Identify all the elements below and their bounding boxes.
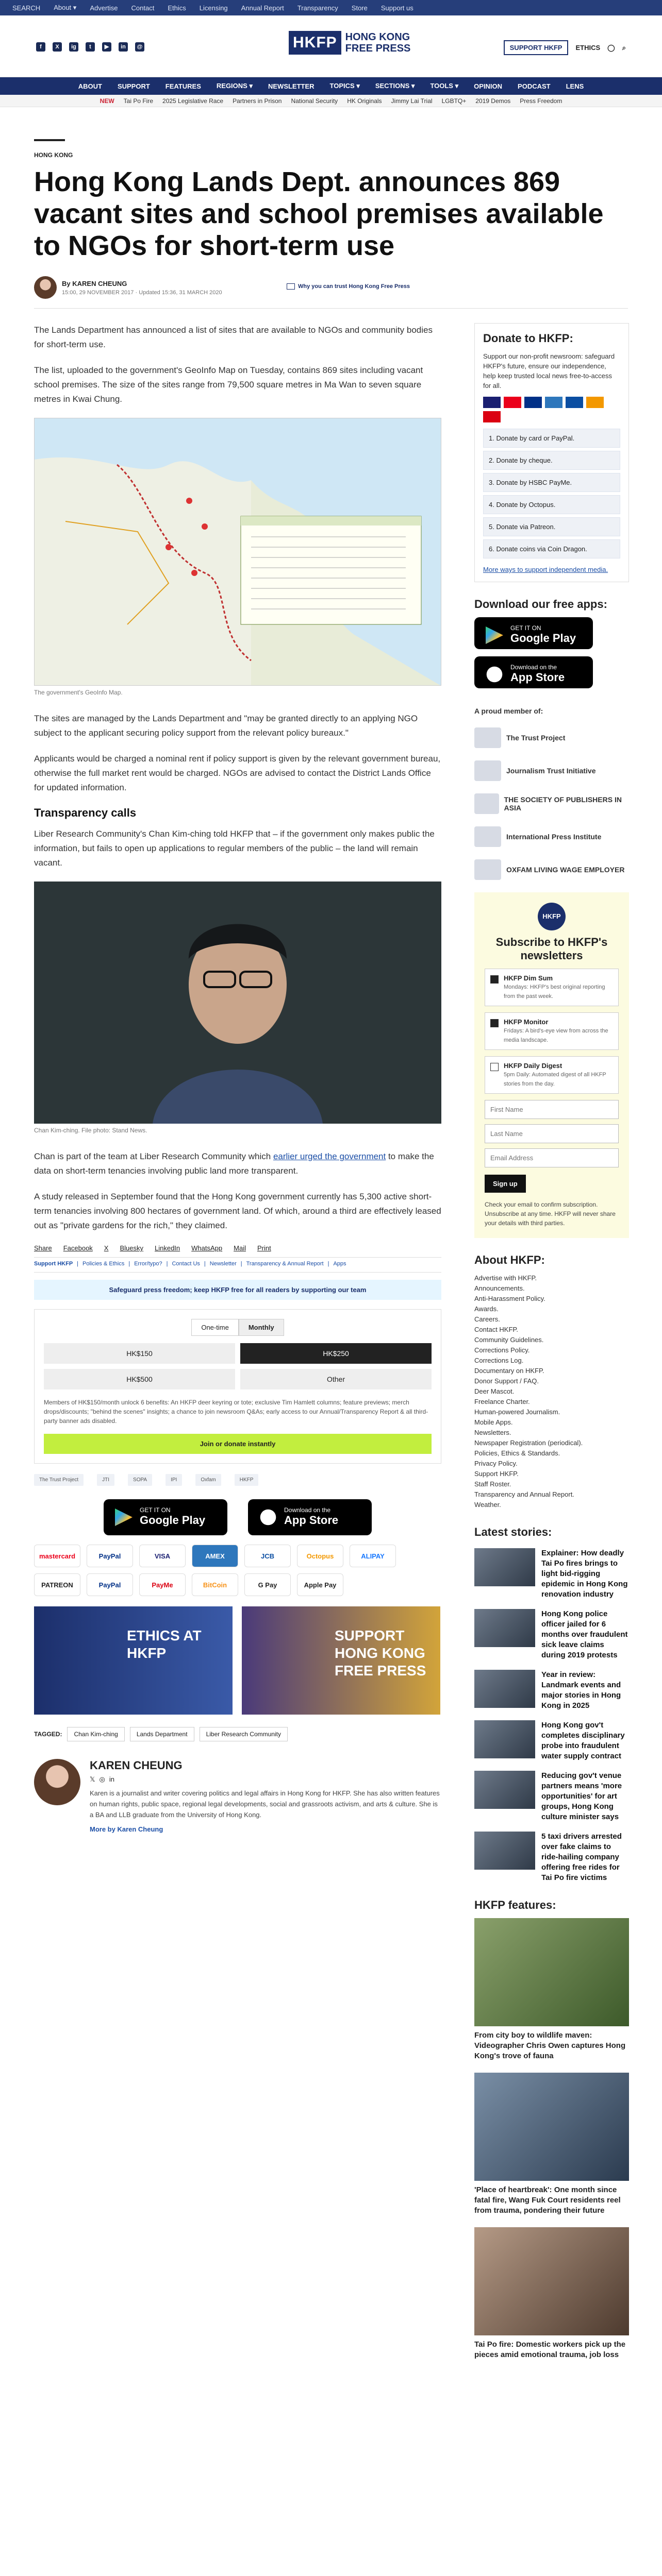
features-section: [474, 1899, 629, 2360]
trending-link[interactable]: Tai Po Fire: [123, 97, 154, 105]
about-link[interactable]: Donor Support / FAQ.: [474, 1377, 539, 1385]
trust-logos: [34, 1474, 441, 1486]
option-title: HKFP Daily Digest: [504, 1062, 562, 1070]
about-link[interactable]: Documentary on HKFP.: [474, 1367, 544, 1375]
threads-icon[interactable]: @: [135, 42, 144, 52]
store-small: GET IT ON: [140, 1506, 171, 1514]
jti-logo[interactable]: JTI: [97, 1474, 114, 1486]
tag[interactable]: Liber Research Community: [200, 1727, 288, 1741]
mastercard-icon: [504, 397, 521, 408]
logo-line-1: HONG KONG: [345, 31, 410, 43]
facebook-icon[interactable]: f: [36, 42, 45, 52]
member-title: A proud member of:: [474, 707, 543, 715]
apps-title: Download our free apps:: [474, 598, 607, 611]
nav-regions[interactable]: REGIONS ▾: [216, 82, 253, 90]
newsletter-title: Subscribe to HKFP's newsletters: [495, 936, 608, 962]
story-item[interactable]: [474, 1609, 629, 1660]
trending-link[interactable]: 2019 Demos: [475, 97, 511, 105]
newsletter-option[interactable]: [485, 1012, 619, 1050]
ethics-link[interactable]: ETHICS: [575, 44, 601, 52]
member-label: International Press Institute: [506, 833, 602, 841]
story-thumbnail: [474, 1771, 535, 1809]
trending-link[interactable]: National Security: [291, 97, 338, 105]
oxfam-logo[interactable]: Oxfam: [195, 1474, 221, 1486]
footer-link[interactable]: Support HKFP: [34, 1261, 73, 1267]
story-headline: Hong Kong police officer jailed for 6 months over fraudulent sick leave claims during 2019 protests: [541, 1609, 628, 1659]
trust-link[interactable]: [287, 283, 410, 290]
octopus-icon: [586, 397, 604, 408]
about-link[interactable]: Policies, Ethics & Standards.: [474, 1449, 560, 1457]
google-pay-icon: G Pay: [244, 1573, 291, 1596]
topbar-about[interactable]: About ▾: [54, 4, 77, 11]
x-icon[interactable]: X: [53, 42, 62, 52]
donate-box: [474, 323, 629, 582]
trending-link[interactable]: HK Originals: [347, 97, 382, 105]
author-photo[interactable]: [34, 1759, 80, 1805]
share-facebook[interactable]: Facebook: [63, 1244, 93, 1252]
member-logo[interactable]: [474, 760, 629, 781]
paragraph: The list, uploaded to the government's GeoInfo Map on Tuesday, contains 869 sites including vacant school premises. The size of the sites range from 79,500 square metres in Ma Wan to seven square metres in Kwai Chung.: [34, 365, 423, 404]
donation-methods: [483, 429, 620, 558]
checkbox[interactable]: [490, 1063, 499, 1071]
about-link[interactable]: Support HKFP.: [474, 1470, 519, 1478]
member-logo[interactable]: [474, 793, 629, 814]
trending-bar: [0, 95, 662, 107]
story-thumbnail: [474, 1832, 535, 1870]
donate-title: Donate to HKFP:: [483, 332, 573, 345]
join-donate-button[interactable]: Join or donate instantly: [44, 1434, 432, 1454]
nav-opinion[interactable]: OPINION: [474, 82, 503, 90]
about-link[interactable]: Corrections Log.: [474, 1357, 524, 1364]
member-logo[interactable]: [474, 727, 629, 748]
nav-podcast[interactable]: PODCAST: [518, 82, 551, 90]
linkedin-icon[interactable]: in: [109, 1775, 114, 1783]
instagram-icon[interactable]: ◎: [99, 1775, 105, 1783]
donation-method[interactable]: 3. Donate by HSBC PayMe.: [483, 473, 620, 492]
ipi-icon: [474, 826, 501, 847]
email-field[interactable]: [485, 1148, 619, 1167]
about-link[interactable]: Corrections Policy.: [474, 1346, 530, 1354]
jcb-icon: [566, 397, 583, 408]
portrait-graphic: [34, 882, 441, 1124]
one-time-option[interactable]: One-time: [191, 1319, 238, 1336]
feature-item[interactable]: [474, 1918, 629, 2061]
linkedin-icon[interactable]: in: [119, 42, 128, 52]
last-name-field[interactable]: [485, 1124, 619, 1143]
mastercard-icon: mastercard: [34, 1545, 80, 1567]
author-box-name[interactable]: KAREN CHEUNG: [90, 1759, 183, 1772]
feature-headline: 'Place of heartbreak': One month since fatal fire, Wang Fuk Court residents reel from trauma, pondering their future: [474, 2185, 621, 2215]
apps-section: [474, 598, 629, 688]
payme-icon: PayMe: [139, 1573, 186, 1596]
store-name: App Store: [284, 1514, 339, 1527]
geoinfo-map-image: [34, 418, 441, 686]
topbar-contact[interactable]: Contact: [131, 4, 155, 12]
footer-link[interactable]: Apps: [333, 1261, 346, 1267]
feature-image: [474, 2073, 629, 2181]
author-social: [90, 1775, 441, 1784]
site-header: [0, 15, 662, 77]
ipi-logo[interactable]: IPI: [166, 1474, 182, 1486]
footer-link[interactable]: Contact Us: [172, 1261, 200, 1267]
option-desc: 5pm Daily: Automated digest of all HKFP stories from the day.: [504, 1072, 606, 1087]
story-headline: 5 taxi drivers arrested over fake claims to ride-hailing company offering free rides for Tai Po fire victims: [541, 1832, 622, 1882]
payme-icon: [483, 411, 501, 422]
site-logo[interactable]: [289, 31, 410, 55]
tags-row: [34, 1727, 441, 1741]
about-link[interactable]: Anti-Harassment Policy.: [474, 1295, 545, 1302]
paragraph: The sites are managed by the Lands Department and "may be granted directly to an applying NGO subject to the applicant securing policy support from the relevant policy bureaux.": [34, 714, 418, 738]
about-link[interactable]: Transparency and Annual Report.: [474, 1490, 574, 1498]
member-label: OXFAM LIVING WAGE EMPLOYER: [506, 866, 625, 874]
paypal-icon: PayPal: [87, 1545, 133, 1567]
amount-option[interactable]: HK$500: [44, 1369, 235, 1389]
footer-link[interactable]: Newsletter: [209, 1261, 237, 1267]
story-thumbnail: [474, 1670, 535, 1708]
share-print[interactable]: Print: [257, 1244, 271, 1252]
byline: [34, 276, 628, 309]
feature-item[interactable]: [474, 2227, 629, 2360]
feature-headline: From city boy to wildlife maven: Videographer Chris Owen captures Hong Kong's trove of fauna: [474, 2031, 626, 2060]
more-by-author-link[interactable]: More by Karen Cheung: [90, 1825, 163, 1833]
checkbox-checked[interactable]: [490, 1019, 499, 1027]
about-link[interactable]: Mobile Apps.: [474, 1418, 513, 1426]
account-icon[interactable]: ◯: [607, 43, 615, 52]
option-desc: Fridays: A bird's-eye view from across the media landscape.: [504, 1028, 608, 1043]
donate-payment-icons: [483, 397, 620, 422]
story-headline: Explainer: How deadly Tai Po fires brings to light bid-rigging epidemic in Hong Kong renovation industry: [541, 1549, 628, 1599]
instagram-icon[interactable]: ig: [69, 42, 78, 52]
donation-method[interactable]: 4. Donate by Octopus.: [483, 495, 620, 514]
latest-stories: [474, 1526, 629, 1883]
feature-headline: Tai Po fire: Domestic workers pick up the pieces amid emotional trauma, job loss: [474, 2340, 626, 2359]
features-title: HKFP features:: [474, 1899, 556, 1911]
first-name-field[interactable]: [485, 1100, 619, 1119]
kicker-rule: [34, 139, 65, 141]
share-x[interactable]: X: [104, 1244, 109, 1252]
nav-newsletter[interactable]: NEWSLETTER: [268, 82, 315, 90]
article-footer-links: Support HKFP | Policies & Ethics | Error/typo? | Contact Us | Newsletter | Transparency & Annual Report | Apps: [34, 1261, 441, 1273]
about-link[interactable]: Announcements.: [474, 1284, 525, 1292]
checkbox-checked[interactable]: [490, 975, 499, 984]
amount-option[interactable]: Other: [240, 1369, 432, 1389]
apple-pay-icon: Apple Pay: [297, 1573, 343, 1596]
topbar-advertise[interactable]: Advertise: [90, 4, 118, 12]
about-link[interactable]: Human-powered Journalism.: [474, 1408, 560, 1416]
nav-tools[interactable]: TOOLS ▾: [430, 82, 459, 90]
about-link[interactable]: Advertise with HKFP.: [474, 1274, 537, 1282]
trending-link[interactable]: LGBTQ+: [441, 97, 467, 105]
about-link[interactable]: Careers.: [474, 1315, 500, 1323]
amount-option[interactable]: HK$150: [44, 1343, 235, 1364]
paragraph: [34, 1149, 441, 1178]
nav-topics[interactable]: TOPICS ▾: [329, 82, 360, 90]
feature-item[interactable]: [474, 2073, 629, 2216]
nav-features[interactable]: FEATURES: [165, 82, 201, 90]
nav-lens[interactable]: LENS: [566, 82, 584, 90]
member-label: THE SOCIETY OF PUBLISHERS IN ASIA: [504, 795, 622, 812]
latest-title: Latest stories:: [474, 1526, 552, 1538]
publish-date: 15:00, 29 NOVEMBER 2017 · Updated 15:36, 31 MARCH 2020: [62, 289, 222, 296]
support-banner[interactable]: Safeguard press freedom; keep HKFP free for all readers by supporting our team: [34, 1280, 441, 1300]
about-list: [474, 1273, 629, 1510]
store-name: Google Play: [140, 1514, 206, 1527]
youtube-icon[interactable]: ▶: [102, 42, 111, 52]
paragraph-text: to make the data on short-term tenancies involving public land more transparent.: [34, 1151, 434, 1176]
alipay-icon: ALIPAY: [350, 1545, 396, 1567]
member-label: Journalism Trust Initiative: [506, 767, 596, 775]
footer-link[interactable]: Policies & Ethics: [82, 1261, 125, 1267]
option-desc: Mondays: HKFP's best original reporting from the past week.: [504, 984, 605, 999]
member-logo[interactable]: [474, 826, 629, 847]
nav-support[interactable]: SUPPORT: [117, 82, 150, 90]
donation-method[interactable]: 1. Donate by card or PayPal.: [483, 429, 620, 448]
logo-box: HKFP: [289, 31, 341, 55]
store-small: Download on the: [510, 664, 557, 671]
about-title: About HKFP:: [474, 1253, 545, 1266]
trending-link[interactable]: Jimmy Lai Trial: [391, 97, 433, 105]
more-ways-link[interactable]: More ways to support independent media.: [483, 566, 608, 573]
option-title: HKFP Monitor: [504, 1018, 549, 1026]
member-label: The Trust Project: [506, 734, 566, 742]
hkfp-logo[interactable]: HKFP: [235, 1474, 259, 1486]
story-item[interactable]: [474, 1771, 629, 1822]
author-bio: Karen is a journalist and writer covering politics and legal affairs in Hong Kong for HKFP. She has also written features on human rights, public space, regional legal developments, social and grassroots activism, and arts & culture. She is a BA and LLB graduate from the University of Hong Kong.: [90, 1789, 440, 1819]
member-logo[interactable]: [474, 859, 629, 880]
portrait-photo: [34, 882, 441, 1124]
topbar-licensing[interactable]: Licensing: [199, 4, 228, 12]
story-item[interactable]: [474, 1548, 629, 1600]
author-avatar[interactable]: [34, 276, 57, 299]
topbar-ethics[interactable]: Ethics: [168, 4, 186, 12]
search-icon[interactable]: ⌕: [622, 43, 626, 52]
support-promo[interactable]: SUPPORT HONG KONG FREE PRESS: [242, 1606, 440, 1715]
tag[interactable]: Chan Kim-ching: [67, 1727, 124, 1741]
photo-caption: Chan Kim-ching. File photo: Stand News.: [34, 1127, 147, 1134]
signup-button[interactable]: Sign up: [485, 1175, 526, 1193]
logo-line-2: FREE PRESS: [345, 43, 411, 54]
footer-link[interactable]: Transparency & Annual Report: [246, 1261, 324, 1267]
about-link[interactable]: Freelance Charter.: [474, 1398, 530, 1405]
donation-widget: [34, 1309, 441, 1464]
main-navigation: [0, 77, 662, 95]
share-linkedin[interactable]: LinkedIn: [155, 1244, 180, 1252]
google-play-button[interactable]: [474, 617, 593, 649]
ethics-promo[interactable]: ETHICS AT HKFP: [34, 1606, 233, 1715]
about-link[interactable]: Contact HKFP.: [474, 1326, 519, 1333]
share-bar: [34, 1244, 441, 1258]
story-headline: Year in review: Landmark events and major stories in Hong Kong in 2025: [541, 1670, 621, 1710]
paypal-icon: [524, 397, 542, 408]
x-icon[interactable]: 𝕏: [90, 1775, 95, 1783]
amount-option-selected[interactable]: HK$250: [240, 1343, 432, 1364]
sidebar: [474, 323, 629, 2371]
about-section: [474, 1253, 629, 1510]
share-bluesky[interactable]: Bluesky: [120, 1244, 143, 1252]
about-link[interactable]: Weather.: [474, 1501, 501, 1509]
tags-label: TAGGED:: [34, 1731, 62, 1738]
newsletter-note: Check your email to confirm subscription. Unsubscribe at any time. HKFP will never share your details with third parties.: [485, 1201, 616, 1227]
frequency-toggle: [44, 1319, 432, 1336]
option-title: HKFP Dim Sum: [504, 974, 553, 982]
topbar-search[interactable]: SEARCH: [12, 4, 41, 12]
patreon-icon: PATREON: [34, 1573, 80, 1596]
newsletter-option[interactable]: [485, 1056, 619, 1094]
topbar-store[interactable]: Store: [351, 4, 368, 12]
paragraph: A study released in September found that the Hong Kong government currently has 5,300 active short-term tenancies involving 800 hectares of government land. Of which, around a third are effectively leased out as "private gardens for the rich," they claimed.: [34, 1192, 441, 1230]
topbar-annual-report[interactable]: Annual Report: [241, 4, 284, 12]
subheading: Transparency calls: [34, 806, 137, 819]
page-container: [34, 139, 628, 2359]
author-box: [34, 1759, 441, 1833]
member-section: [474, 707, 629, 880]
article-title: Hong Kong Lands Dept. announces 869 vacant sites and school premises available to NGOs for short-term use: [34, 166, 604, 261]
nav-sections[interactable]: SECTIONS ▾: [375, 82, 415, 90]
monthly-option[interactable]: Monthly: [239, 1319, 284, 1336]
share-whatsapp[interactable]: WhatsApp: [191, 1244, 223, 1252]
section-kicker[interactable]: HONG KONG: [34, 151, 73, 159]
feature-image: [474, 1918, 629, 2026]
footer-link[interactable]: Error/typo?: [134, 1261, 162, 1267]
share-mail[interactable]: Mail: [234, 1244, 246, 1252]
about-link[interactable]: Newsletters.: [474, 1429, 511, 1436]
about-link[interactable]: Privacy Policy.: [474, 1460, 518, 1467]
trust-icon: [287, 283, 295, 290]
topbar-transparency[interactable]: Transparency: [297, 4, 338, 12]
amex-icon: [545, 397, 562, 408]
support-hkfp-button[interactable]: SUPPORT HKFP: [504, 40, 569, 55]
promo-banners: [34, 1606, 441, 1715]
story-item[interactable]: [474, 1832, 629, 1883]
about-link[interactable]: Community Guidelines.: [474, 1336, 544, 1344]
oxfam-icon: [474, 859, 501, 880]
trust-project-logo[interactable]: The Trust Project: [34, 1474, 84, 1486]
about-link[interactable]: Staff Roster.: [474, 1480, 511, 1488]
about-link[interactable]: Deer Mascot.: [474, 1387, 515, 1395]
sopa-logo[interactable]: SOPA: [128, 1474, 152, 1486]
visa-icon: VISA: [139, 1545, 186, 1567]
social-links: [36, 42, 144, 52]
logo-text: [345, 31, 411, 54]
story-thumbnail: [474, 1609, 535, 1647]
trending-link[interactable]: Press Freedom: [520, 97, 562, 105]
donate-text: Support our non-profit newsroom: safeguard HKFP's future, ensure our independence, help keep trusted local news free-to-access for all.: [483, 352, 615, 389]
story-headline: Reducing gov't venue partners means 'more opportunities' for art groups, Hong Kong culture minister says: [541, 1771, 622, 1821]
store-name: App Store: [510, 671, 565, 684]
trust-project-icon: [474, 727, 501, 748]
jti-icon: [474, 760, 501, 781]
donation-method[interactable]: 2. Donate by cheque.: [483, 451, 620, 470]
membership-benefits: Members of HK$150/month unlock 6 benefits: An HKFP deer keyring or tote; exclusive Tim Hamlett columns; feature previews; merch drops/discounts; "behind the scenes" insights; a chance to join newsroom Q&As; early access to our Annual/Transparency Report & all third-party banner ads disabled.: [44, 1399, 428, 1425]
hkfp-badge-icon: HKFP: [538, 903, 566, 930]
paragraph: Applicants would be charged a nominal rent if policy support is given by the relevant government bureau, otherwise the full market rent would be charged. NGOs are advised to contact the District Lands Office for updated information.: [34, 754, 441, 792]
about-link[interactable]: Newspaper Registration (periodical).: [474, 1439, 583, 1447]
newsletter-option[interactable]: [485, 969, 619, 1006]
new-badge: NEW: [100, 97, 114, 105]
donation-method[interactable]: 5. Donate via Patreon.: [483, 517, 620, 536]
newsletter-box: [474, 892, 629, 1238]
map-caption: The government's GeoInfo Map.: [34, 689, 123, 696]
story-headline: Hong Kong gov't completes disciplinary probe into fraudulent water supply contract: [541, 1721, 625, 1760]
article-body: [34, 323, 441, 1833]
jcb-icon: JCB: [244, 1545, 291, 1567]
paragraph: The Lands Department has announced a list of sites that are available to NGOs and community bodies for short-term use.: [34, 325, 433, 349]
paypal-icon: PayPal: [87, 1573, 133, 1596]
store-small: GET IT ON: [510, 624, 541, 632]
paragraph-text: Chan is part of the team at Liber Research Community which: [34, 1151, 273, 1161]
topbar-support[interactable]: Support us: [380, 4, 413, 12]
app-store-button[interactable]: [474, 656, 593, 688]
story-item[interactable]: [474, 1720, 629, 1761]
app-store-button[interactable]: [248, 1499, 372, 1535]
trending-link[interactable]: Partners in Prison: [233, 97, 282, 105]
amount-options: [44, 1343, 432, 1389]
share-label: Share: [34, 1244, 52, 1252]
donation-method[interactable]: 6. Donate coins via Coin Dragon.: [483, 539, 620, 558]
amex-icon: AMEX: [192, 1545, 238, 1567]
about-link[interactable]: Awards.: [474, 1305, 499, 1313]
octopus-icon: Octopus: [297, 1545, 343, 1567]
google-play-button[interactable]: [104, 1499, 227, 1535]
header-actions: [504, 40, 626, 55]
top-utility-bar: [0, 0, 662, 15]
inline-link[interactable]: earlier urged the government: [273, 1151, 386, 1161]
visa-icon: [483, 397, 501, 408]
tag[interactable]: Lands Department: [130, 1727, 194, 1741]
feature-image: [474, 2227, 629, 2335]
trending-link[interactable]: 2025 Legislative Race: [162, 97, 224, 105]
payment-methods: [34, 1545, 441, 1596]
trust-label: Why you can trust Hong Kong Free Press: [298, 283, 410, 290]
story-thumbnail: [474, 1720, 535, 1758]
nav-about[interactable]: ABOUT: [78, 82, 102, 90]
map-graphic: [35, 418, 441, 686]
author-name[interactable]: By KAREN CHEUNG: [62, 279, 127, 287]
story-item[interactable]: [474, 1670, 629, 1711]
store-small: Download on the: [284, 1506, 331, 1514]
app-buttons: [34, 1499, 441, 1535]
story-thumbnail: [474, 1548, 535, 1586]
paragraph: Liber Research Community's Chan Kim-ching told HKFP that – if the government only makes public the information, but fails to open up applications to regular members of the public – the land will remain vacant.: [34, 829, 435, 868]
telegram-icon[interactable]: t: [86, 42, 95, 52]
bitcoin-icon: BitCoin: [192, 1573, 238, 1596]
store-name: Google Play: [510, 632, 576, 645]
sopa-icon: [474, 793, 499, 814]
